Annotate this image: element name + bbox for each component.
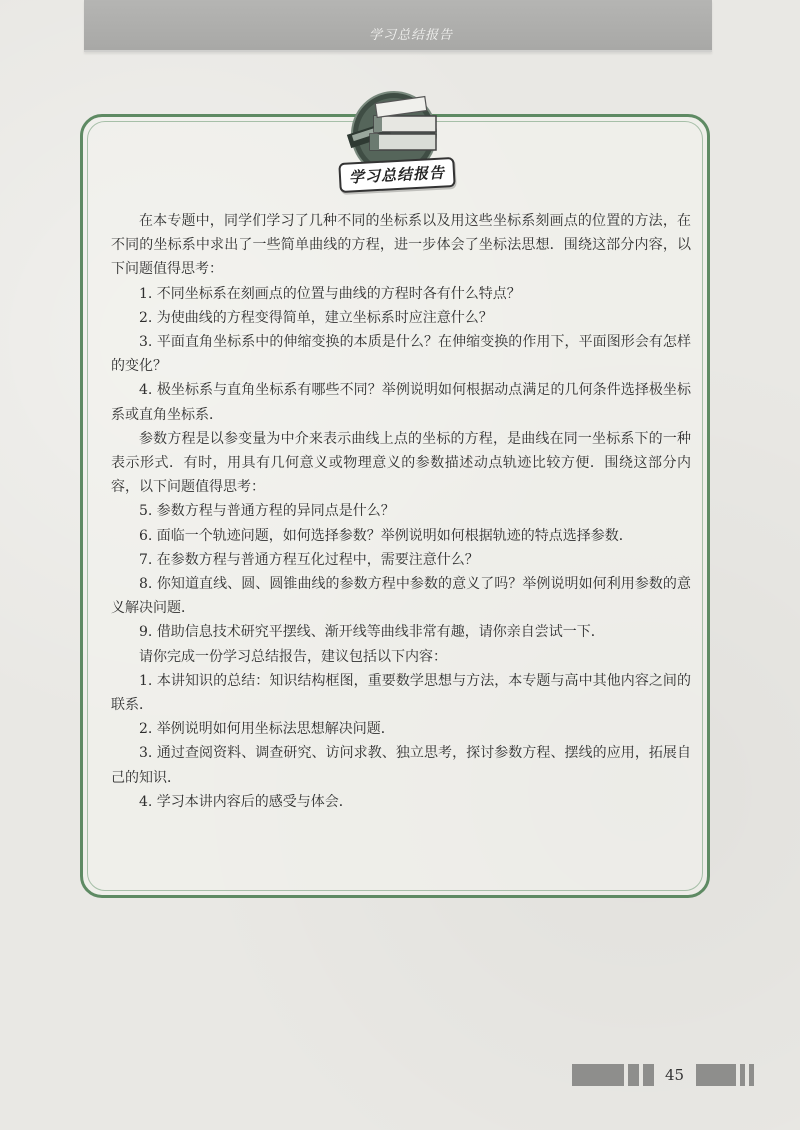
question-item: 9. 借助信息技术研究平摆线、渐开线等曲线非常有趣，请你亲自尝试一下． (139, 624, 605, 641)
question-item: 4. 极坐标系与直角坐标系有哪些不同？举例说明如何根据动点满足的几何条件选择极坐标系或直角坐标系． (111, 382, 691, 423)
paragraph: 在本专题中，同学们学习了几种不同的坐标系以及用这些坐标系刻画点的位置的方法，在不同的坐标系中求出了一些简单曲线的方程，进一步体会了坐标法思想．围绕这部分内容，以下问题值得思考： (111, 213, 691, 278)
question-item: 7. 在参数方程与普通方程互化过程中，需要注意什么？ (139, 551, 479, 568)
footer-block (572, 1064, 624, 1086)
question-item: 5. 参数方程与普通方程的异同点是什么？ (139, 503, 395, 520)
section-title: 学习总结报告 (338, 157, 455, 193)
question-item: 2. 为使曲线的方程变得简单，建立坐标系时应注意什么？ (139, 309, 493, 326)
footer-block (628, 1064, 639, 1086)
body-text (111, 209, 691, 814)
report-item: 2. 举例说明如何用坐标法思想解决问题． (139, 721, 395, 738)
paragraph: 参数方程是以参变量为中介来表示曲线上点的坐标的方程，是曲线在同一坐标系下的一种表示形式．有时，用具有几何意义或物理意义的参数描述动点轨迹比较方便．围绕这部分内容，以下问题值得思考： (111, 430, 691, 496)
footer-block (740, 1064, 745, 1086)
running-header (84, 0, 712, 52)
footer-block (643, 1064, 654, 1086)
footer-block (696, 1064, 736, 1086)
question-item: 8. 你知道直线、圆、圆锥曲线的参数方程中参数的意义了吗？举例说明如何利用参数的意义解决问题． (111, 576, 691, 617)
report-item: 3. 通过查阅资料、调查研究、访问求教、独立思考，探讨参数方程、摆线的应用，拓展自己的知识． (111, 745, 691, 786)
page-number: 45 (665, 1066, 685, 1084)
running-header-title: 学习总结报告 (369, 28, 454, 43)
question-item: 3. 平面直角坐标系中的伸缩变换的本质是什么？在伸缩变换的作用下，平面图形会有怎样的变化？ (111, 334, 691, 375)
question-item: 1. 不同坐标系在刻画点的位置与曲线的方程时各有什么特点？ (139, 285, 521, 302)
report-item: 1. 本讲知识的总结：知识结构框图，重要数学思想与方法，本专题与高中其他内容之间的联系． (111, 672, 691, 714)
footer-block (749, 1064, 754, 1086)
question-item: 6. 面临一个轨迹问题，如何选择参数？举例说明如何根据轨迹的特点选择参数． (139, 527, 633, 544)
report-item: 4. 学习本讲内容后的感受与体会． (139, 793, 353, 810)
paragraph: 请你完成一份学习总结报告，建议包括以下内容： (139, 648, 447, 665)
